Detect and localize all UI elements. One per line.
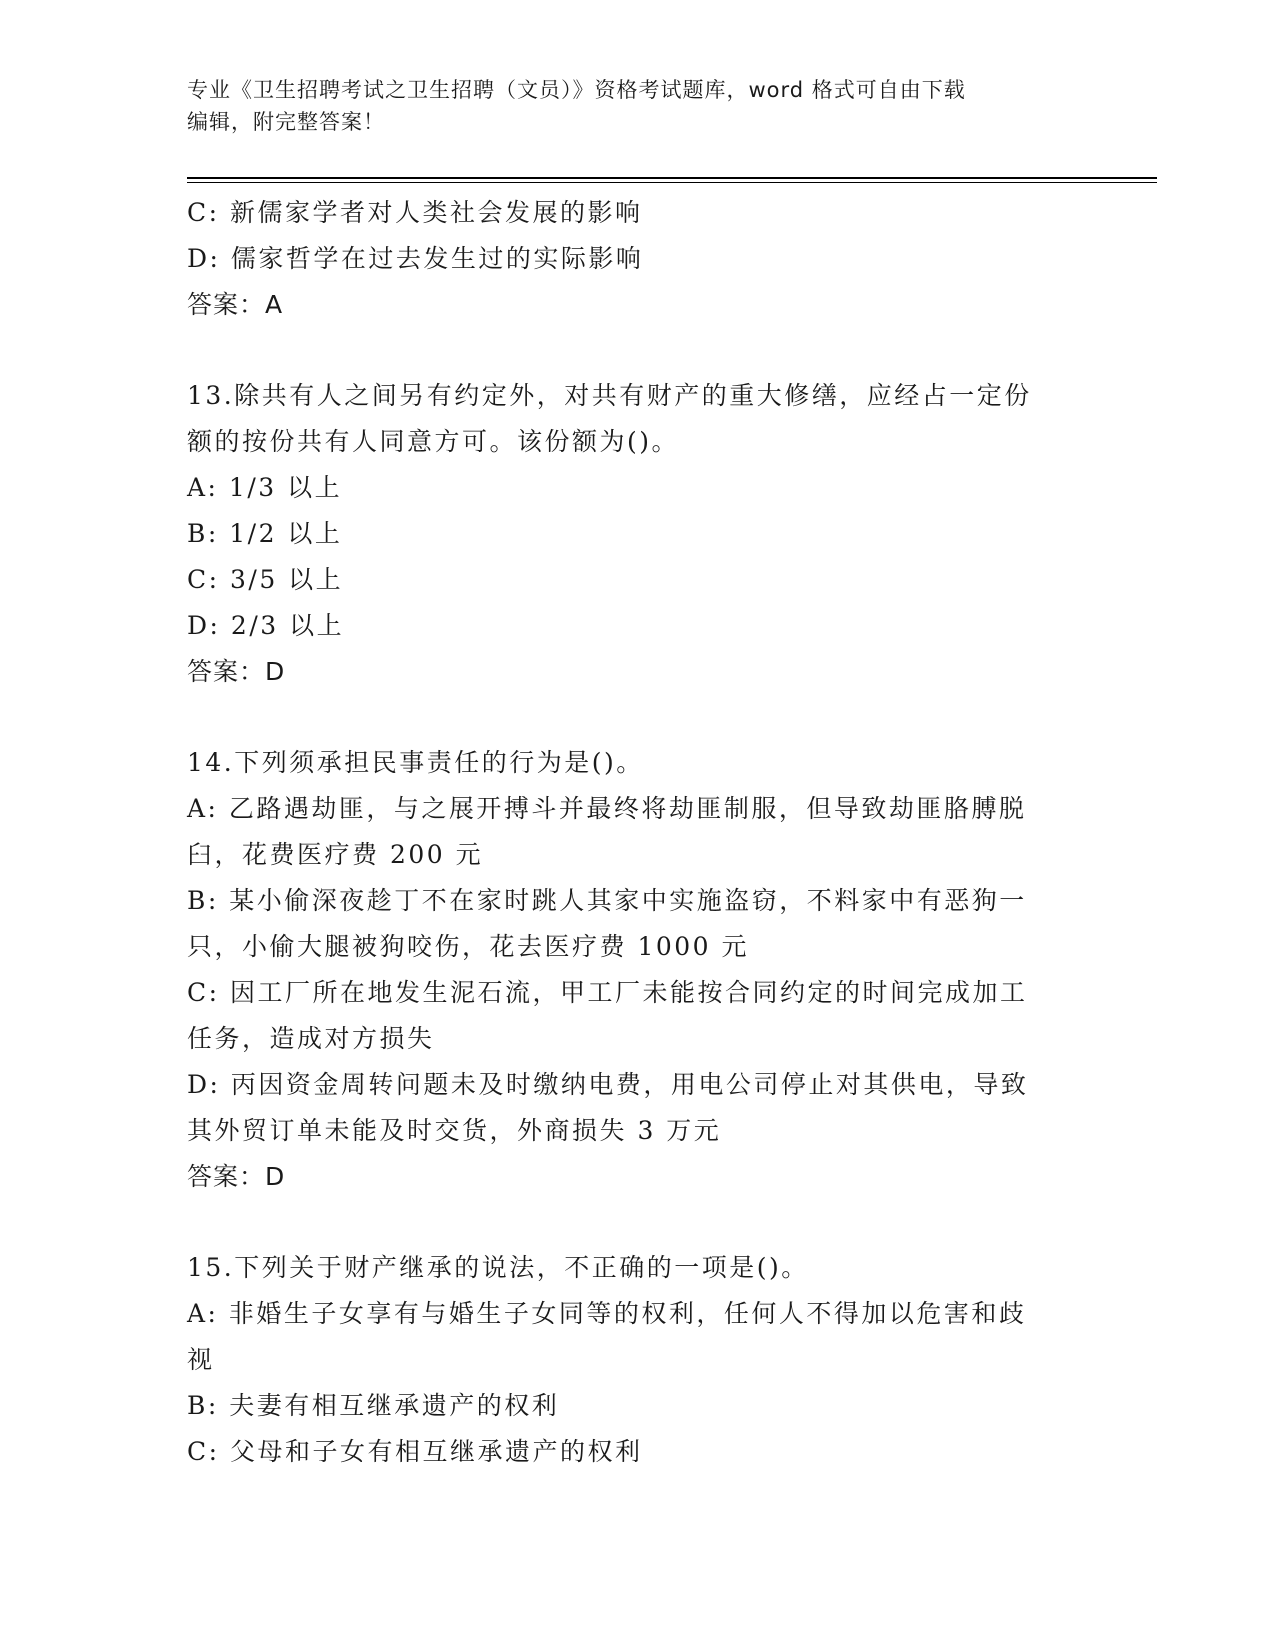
question-15 [187,1245,1087,1475]
question-stem: 13.除共有人之间另有约定外，对共有财产的重大修缮，应经占一定份 [187,381,1032,410]
spacer [187,1200,1087,1245]
header-divider-thick [187,177,1157,179]
option-a-continued: 视 [187,1345,215,1374]
option-c-continued: 任务，造成对方损失 [187,1024,435,1053]
option-b-continued: 只，小偷大腿被狗咬伤，花去医疗费 1000 元 [187,932,750,961]
option-a: A: 非婚生子女享有与婚生子女同等的权利，任何人不得加以危害和歧 [187,1299,1027,1328]
spacer [187,328,1087,373]
option-a-continued: 臼，花费医疗费 200 元 [187,840,484,869]
answer-line: 答案：A [187,290,284,319]
document-header [187,74,1087,138]
answer-line: 答案：D [187,657,286,686]
question-content [187,190,1087,1475]
option-c: C: 父母和子女有相互继承遗产的权利 [187,1437,643,1466]
option-d: D: 丙因资金周转问题未及时缴纳电费，用电公司停止对其供电，导致 [187,1070,1029,1099]
option-b: B: 某小偷深夜趁丁不在家时跳人其家中实施盗窃，不料家中有恶狗一 [187,886,1027,915]
option-c: C: 新儒家学者对人类社会发展的影响 [187,198,643,227]
option-b: B: 1/2 以上 [187,519,343,548]
question-14 [187,740,1087,1200]
option-b: B: 夫妻有相互继承遗产的权利 [187,1391,560,1420]
option-a: A: 1/3 以上 [187,473,343,502]
option-c: C: 3/5 以上 [187,565,344,594]
option-d-continued: 其外贸订单未能及时交货，外商损失 3 万元 [187,1116,722,1145]
question-stem-continued: 额的按份共有人同意方可。该份额为()。 [187,427,680,456]
question-13 [187,373,1087,695]
previous-question-block [187,190,1087,328]
answer-line: 答案：D [187,1162,286,1191]
header-line-1: 专业《卫生招聘考试之卫生招聘（文员）》资格考试题库，word 格式可自由下载 [187,78,966,102]
option-d: D: 2/3 以上 [187,611,345,640]
header-line-2: 编辑，附完整答案！ [187,110,385,134]
spacer [187,695,1087,740]
option-a: A: 乙路遇劫匪，与之展开搏斗并最终将劫匪制服，但导致劫匪胳膊脱 [187,794,1027,823]
header-divider-thin [187,182,1157,183]
question-stem: 14.下列须承担民事责任的行为是()。 [187,748,644,777]
question-stem: 15.下列关于财产继承的说法，不正确的一项是()。 [187,1253,809,1282]
option-c: C: 因工厂所在地发生泥石流，甲工厂未能按合同约定的时间完成加工 [187,978,1028,1007]
option-d: D: 儒家哲学在过去发生过的实际影响 [187,244,644,273]
